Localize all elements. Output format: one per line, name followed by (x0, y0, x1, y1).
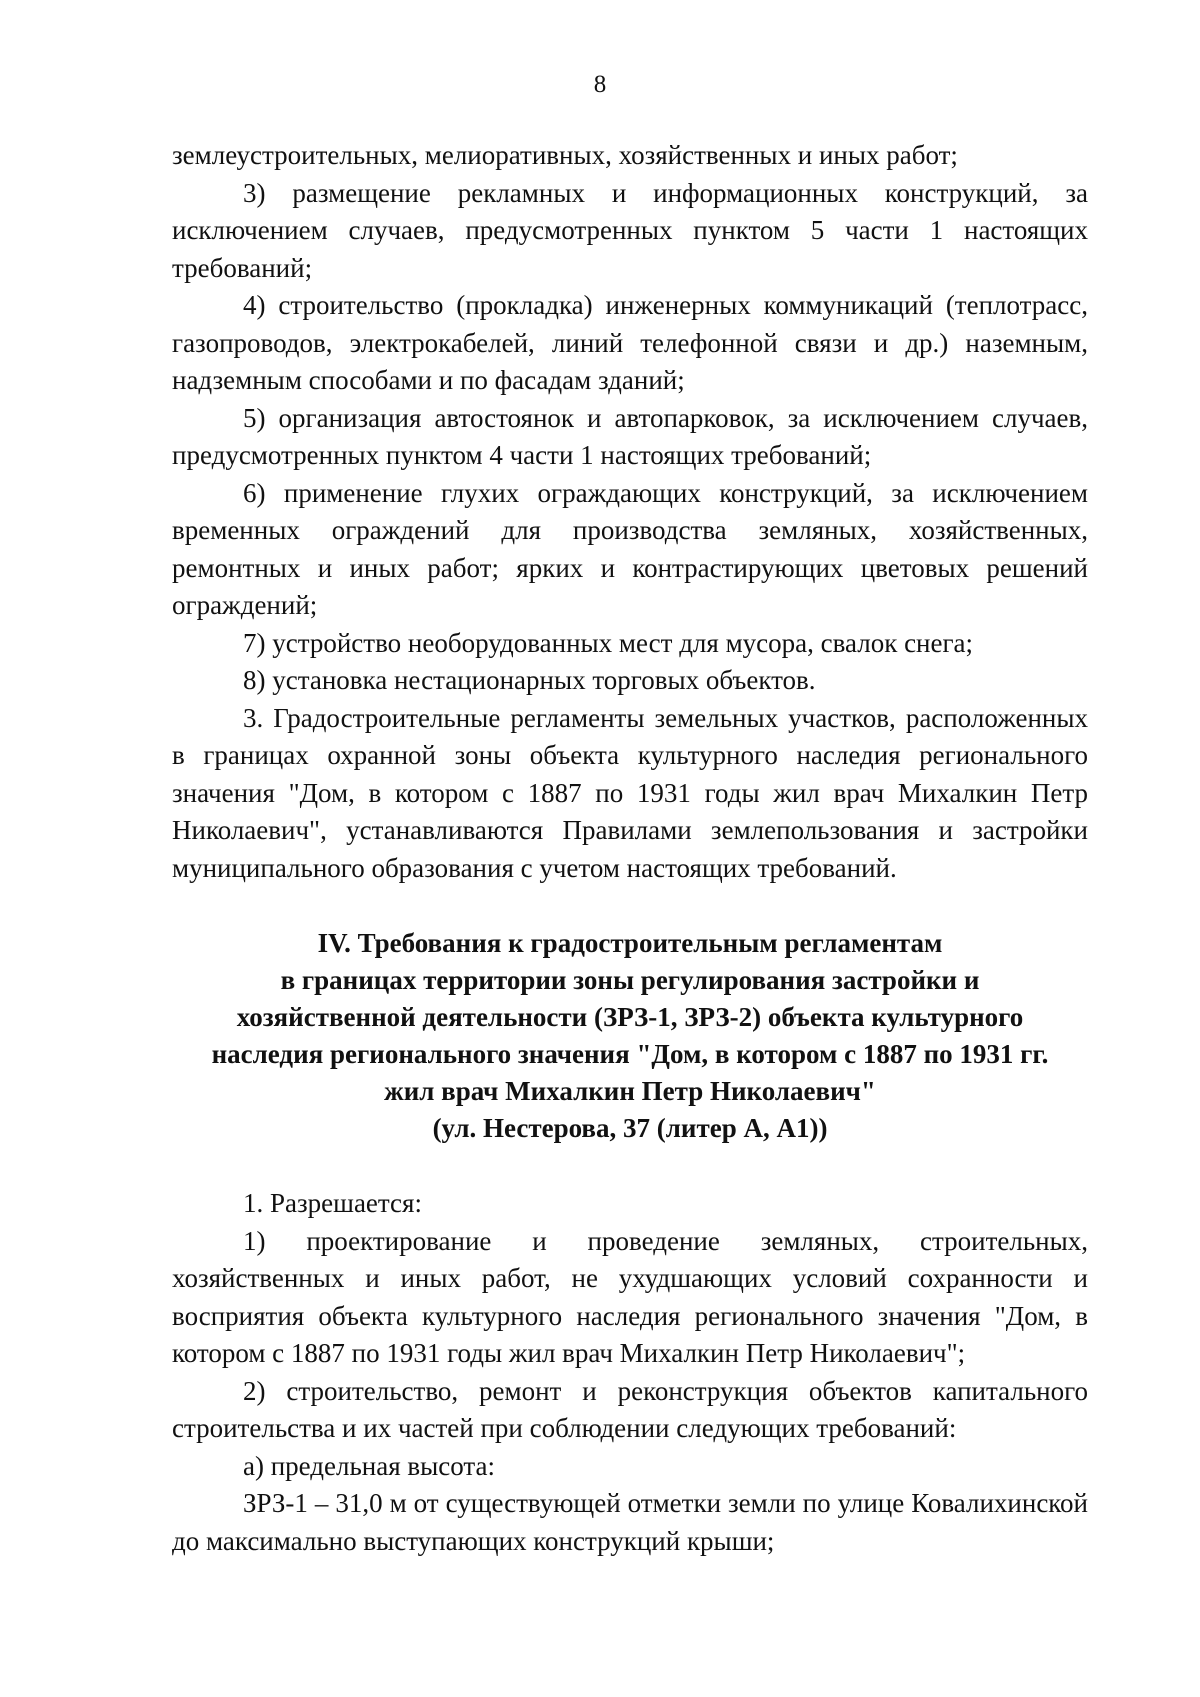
paragraph-item-5: 5) организация автостоянок и автопарковок, за исключением случаев, предусмотренных пунктом 4 части 1 настоящих требований; (172, 402, 1088, 470)
section-heading-line: в границах территории зоны регулирования застройки и (280, 965, 980, 995)
paragraph-item-6: 6) применение глухих ограждающих конструкций, за исключением временных ограждений для производства земляных, хозяйственных, ремонтных и иных работ; ярких и контрастирующих цветовых решений ограждений; (172, 477, 1088, 620)
paragraph-continuation: землеустроительных, мелиоративных, хозяйственных и иных работ; (172, 140, 958, 170)
page-number: 8 (593, 71, 607, 98)
section-heading-line: жил врач Михалкин Петр Николаевич" (384, 1076, 876, 1106)
section-heading-line: хозяйственной деятельности (ЗРЗ-1, ЗРЗ-2) объекта культурного (236, 1002, 1024, 1032)
paragraph-item-7: 7) устройство необорудованных мест для мусора, свалок снега; (243, 627, 974, 658)
section-heading-line: (ул. Нестерова, 37 (литер А, А1)) (432, 1113, 828, 1143)
paragraph-clause-3: 3. Градостроительные регламенты земельных участков, расположенных в границах охранной зоны объекта культурного наследия регионального значения "Дом, в котором с 1887 по 1931 годы жил врач Михалкин Петр Николаевич", устанавливаются Правилами землепользования и застройки муниципального образования с учетом настоящих требований. (172, 702, 1088, 883)
paragraph-item-8: 8) установка нестационарных торговых объектов. (243, 665, 816, 695)
paragraph-item-3: 3) размещение рекламных и информационных конструкций, за исключением случаев, предусмотренных пунктом 5 части 1 настоящих требований; (172, 177, 1088, 283)
paragraph-height-limit: а) предельная высота: (243, 1450, 496, 1481)
paragraph-item-4: 4) строительство (прокладка) инженерных коммуникаций (теплотрасс, газопроводов, электрокабелей, линий телефонной связи и др.) наземным, надземным способами и по фасадам зданий; (172, 290, 1088, 395)
paragraph-allowed-1: 1) проектирование и проведение земляных, строительных, хозяйственных и иных работ, не ухудшающих условий сохранности и восприятия объекта культурного наследия регионального значения "Дом, в котором с 1887 по 1931 годы жил врач Михалкин Петр Николаевич"; (172, 1225, 1088, 1368)
paragraph-allowed-2: 2) строительство, ремонт и реконструкция объектов капитального строительства и их частей при соблюдении следующих требований: (172, 1375, 1088, 1443)
section-heading-line: наследия регионального значения "Дом, в котором с 1887 по 1931 гг. (211, 1039, 1049, 1069)
section-heading (172, 925, 1088, 1147)
paragraph-clause-1: 1. Разрешается: (243, 1188, 422, 1218)
document-body (172, 137, 1088, 1560)
section-heading-line: IV. Требования к градостроительным регламентам (317, 928, 943, 958)
paragraph-zrz-1: ЗРЗ-1 – 31,0 м от существующей отметки земли по улице Ковалихинской до максимально выступающих конструкций крыши; (172, 1488, 1088, 1556)
